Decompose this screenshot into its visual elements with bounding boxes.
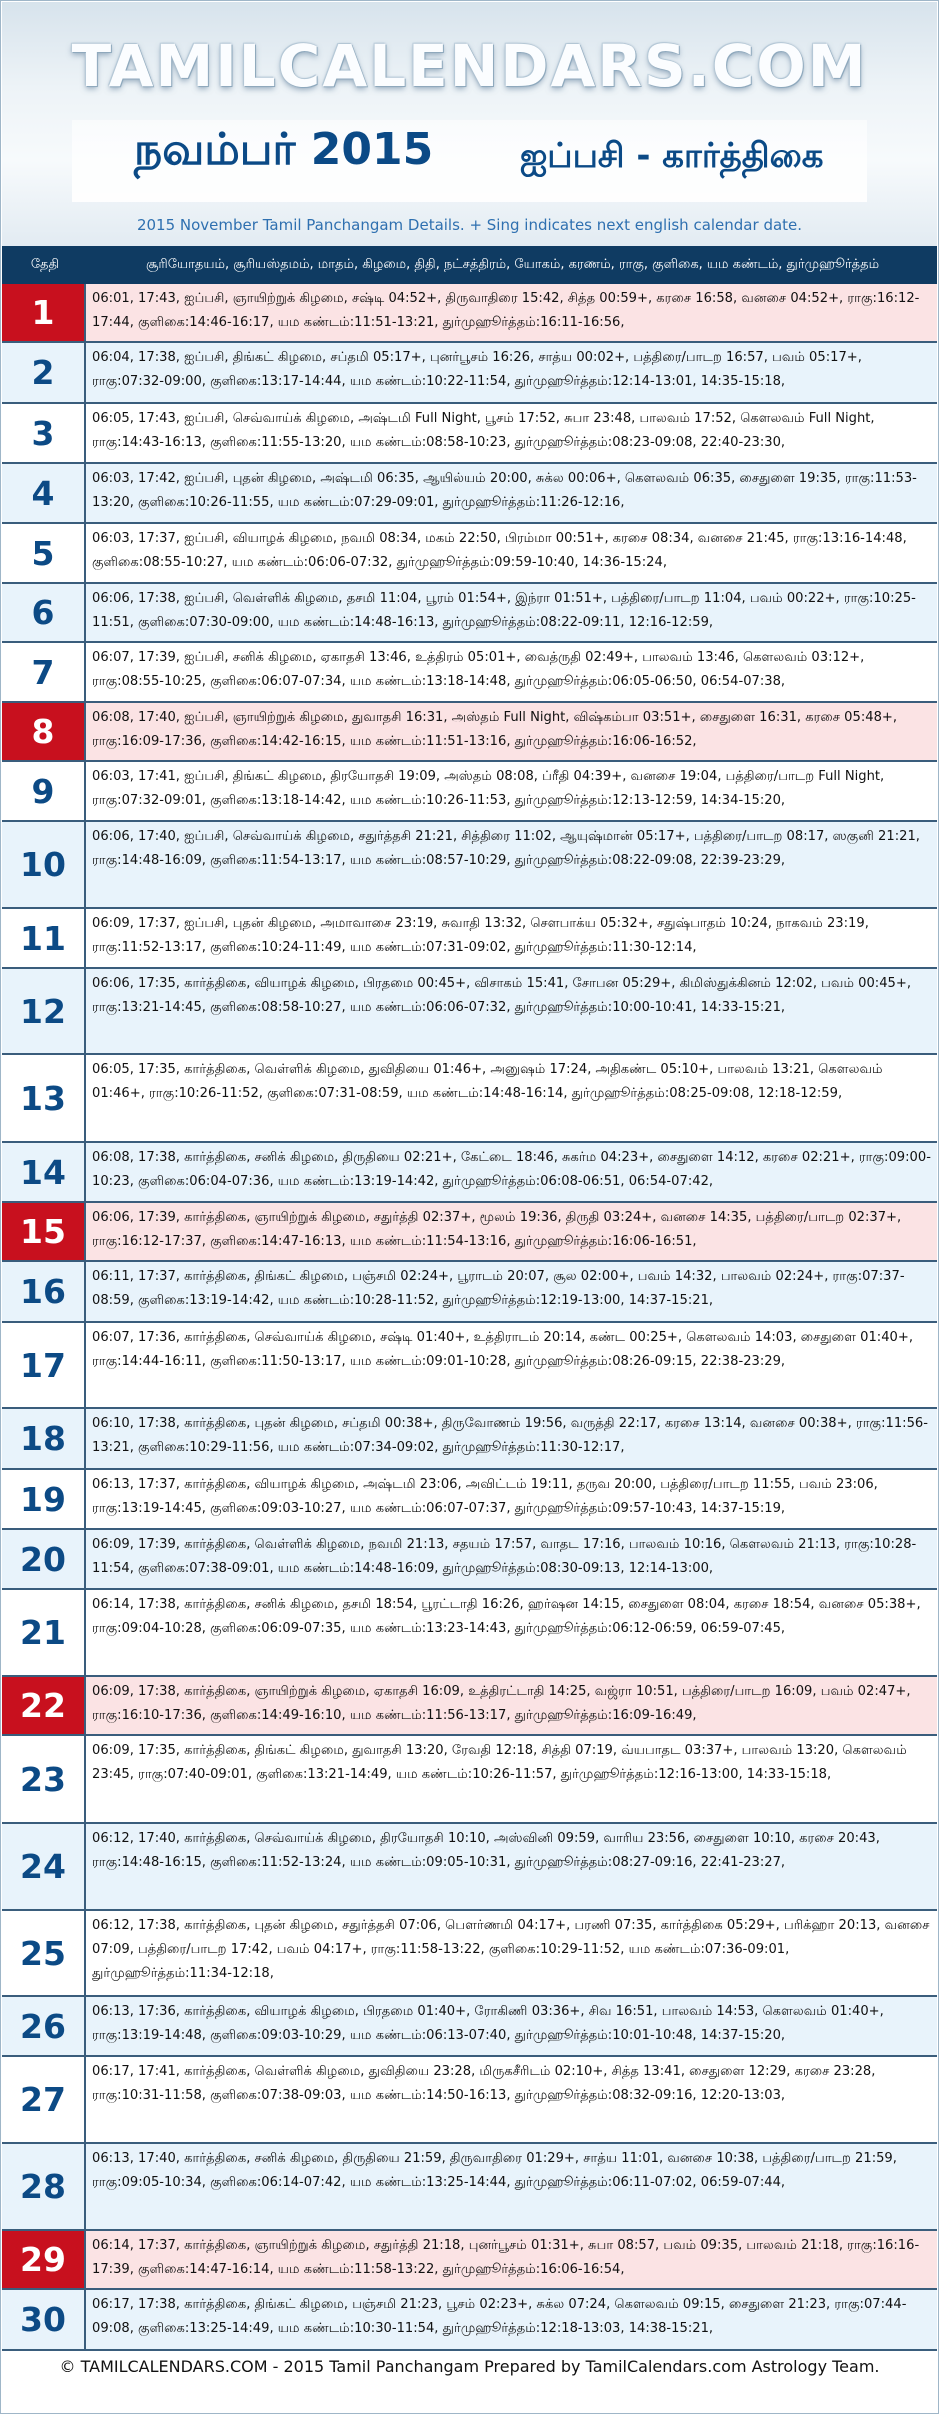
- date-cell: 12: [2, 969, 86, 1053]
- table-row: [2, 1530, 937, 1590]
- panchangam-details: 06:17, 17:38, கார்த்திகை, திங்கட் கிழமை, பஞ்சமி 21:23, பூசம் 02:23+, சுக்ல 07:24, கௌலவம் 09:15, சைதுளை 21:23, ராகு:07:44-09:08, குளிகை:13:25-14:49, யம கண்டம்:10:30-11:54, துர்முஹூர்த்தம்:12:18-13:03, 14:38-15:21,: [86, 2290, 937, 2349]
- panchangam-details: 06:06, 17:38, ஐப்பசி, வெள்ளிக் கிழமை, தசமி 11:04, பூரம் 01:54+, இந்ரா 01:51+, பத்திரை/பாடற 11:04, பவம் 00:22+, ராகு:10:25-11:51, குளிகை:07:30-09:00, யம கண்டம்:14:48-16:13, துர்முஹூர்த்தம்:08:22-09:11, 12:16-12:59,: [86, 584, 937, 641]
- table-row: [2, 969, 937, 1055]
- table-row: [2, 1911, 937, 1997]
- date-cell: 20: [2, 1530, 86, 1588]
- panchangam-details: 06:06, 17:40, ஐப்பசி, செவ்வாய்க் கிழமை, சதுர்த்தசி 21:21, சித்திரை 11:02, ஆயுஷ்மான் 05:17+, பத்திரை/பாடற 08:17, ஸகுனி 21:21, ராகு:14:48-16:09, குளிகை:11:54-13:17, யம கண்டம்:08:57-10:29, துர்முஹூர்த்தம்:08:22-09:08, 22:39-23:29,: [86, 822, 937, 907]
- date-cell: 26: [2, 1997, 86, 2055]
- date-cell: 5: [2, 524, 86, 582]
- date-cell: 2: [2, 343, 86, 402]
- table-row: [2, 284, 937, 343]
- table-row: [2, 1143, 937, 1203]
- table-row: [2, 2057, 937, 2144]
- date-cell: 28: [2, 2144, 86, 2229]
- panchangam-details: 06:04, 17:38, ஐப்பசி, திங்கட் கிழமை, சப்தமி 05:17+, புனர்பூசம் 16:26, சாத்ய 00:02+, பத்திரை/பாடற 16:57, பவம் 05:17+, ராகு:07:32-09:00, குளிகை:13:17-14:44, யம கண்டம்:10:22-11:54, துர்முஹூர்த்தம்:12:14-13:01, 14:35-15:18,: [86, 343, 937, 402]
- site-logo: TAMILCALENDARS.COM: [71, 32, 868, 100]
- panchangam-details: 06:13, 17:37, கார்த்திகை, வியாழக் கிழமை, அஷ்டமி 23:06, அவிட்டம் 19:11, தருவ 20:00, பத்திரை/பாடற 11:55, பவம் 23:06, ராகு:13:19-14:45, குளிகை:09:03-10:27, யம கண்டம்:06:07-07:37, துர்முஹூர்த்தம்:09:57-10:43, 14:37-15:19,: [86, 1470, 937, 1528]
- date-cell: 16: [2, 1262, 86, 1321]
- panchangam-details: 06:06, 17:35, கார்த்திகை, வியாழக் கிழமை, பிரதமை 00:45+, விசாகம் 15:41, சோபன 05:29+, கிமிஸ்துக்கினம் 12:02, பவம் 00:45+, ராகு:13:21-14:45, குளிகை:08:58-10:27, யம கண்டம்:06:06-07:32, துர்முஹூர்த்தம்:10:00-10:41, 14:33-15:21,: [86, 969, 937, 1053]
- table-row: [2, 1824, 937, 1911]
- table-row: [2, 1470, 937, 1530]
- table-row: [2, 909, 937, 969]
- date-cell: 9: [2, 762, 86, 820]
- panchangam-details: 06:09, 17:35, கார்த்திகை, திங்கட் கிழமை, துவாதசி 13:20, ரேவதி 12:18, சித்தி 07:19, வ்யபாதட 03:37+, பாலவம் 13:20, கௌலவம் 23:45, ராகு:07:40-09:01, குளிகை:13:21-14:49, யம கண்டம்:10:26-11:57, துர்முஹூர்த்தம்:12:16-13:00, 14:33-15:18,: [86, 1736, 937, 1822]
- table-row: [2, 343, 937, 404]
- table-row: [2, 584, 937, 643]
- table-row: [2, 1677, 937, 1736]
- page-footer: © TAMILCALENDARS.COM - 2015 Tamil Panchangam Prepared by TamilCalendars.com Astrology Team.: [59, 2357, 880, 2376]
- panchangam-details: 06:09, 17:37, ஐப்பசி, புதன் கிழமை, அமாவாசை 23:19, சுவாதி 13:32, சௌபாக்ய 05:32+, சதுஷ்பாதம் 10:24, நாகவம் 23:19, ராகு:11:52-13:17, குளிகை:10:24-11:49, யம கண்டம்:07:31-09:02, துர்முஹூர்த்தம்:11:30-12:14,: [86, 909, 937, 967]
- table-header: [2, 246, 937, 284]
- date-cell: 1: [2, 284, 86, 341]
- page-header: [2, 2, 937, 246]
- panchangam-details: 06:09, 17:39, கார்த்திகை, வெள்ளிக் கிழமை, நவமி 21:13, சதயம் 17:57, வாதட 17:16, பாலவம் 10:16, கௌலவம் 21:13, ராகு:10:28-11:54, குளிகை:07:38-09:01, யம கண்டம்:14:48-16:09, துர்முஹூர்த்தம்:08:30-09:13, 12:14-13:00,: [86, 1530, 937, 1588]
- date-cell: 23: [2, 1736, 86, 1822]
- panchangam-details: 06:14, 17:37, கார்த்திகை, ஞாயிற்றுக் கிழமை, சதுர்த்தி 21:18, புனர்பூசம் 01:31+, சுபா 08:57, பவம் 09:35, பாலவம் 21:18, ராகு:16:16-17:39, குளிகை:14:47-16:14, யம கண்டம்:11:58-13:22, துர்முஹூர்த்தம்:16:06-16:54,: [86, 2231, 937, 2288]
- panchangam-details: 06:06, 17:39, கார்த்திகை, ஞாயிற்றுக் கிழமை, சதுர்த்தி 02:37+, மூலம் 19:36, திருதி 03:24+, வனசை 14:35, பத்திரை/பாடற 02:37+, ராகு:16:12-17:37, குளிகை:14:47-16:13, யம கண்டம்:11:54-13:16, துர்முஹூர்த்தம்:16:06-16:51,: [86, 1203, 937, 1260]
- panchangam-details: 06:08, 17:38, கார்த்திகை, சனிக் கிழமை, திருதியை 02:21+, கேட்டை 18:46, சுகர்ம 04:23+, சைதுளை 14:12, கரசை 02:21+, ராகு:09:00-10:23, குளிகை:06:04-07:36, யம கண்டம்:13:19-14:42, துர்முஹூர்த்தம்:06:08-06:51, 06:54-07:42,: [86, 1143, 937, 1201]
- table-row: [2, 643, 937, 703]
- date-cell: 22: [2, 1677, 86, 1734]
- panchangam-details: 06:10, 17:38, கார்த்திகை, புதன் கிழமை, சப்தமி 00:38+, திருவோணம் 19:56, வருத்தி 22:17, கரசை 13:14, வனசை 00:38+, ராகு:11:56-13:21, குளிகை:10:29-11:56, யம கண்டம்:07:34-09:02, துர்முஹூர்த்தம்:11:30-12:17,: [86, 1409, 937, 1468]
- date-cell: 24: [2, 1824, 86, 1909]
- table-row: [2, 1262, 937, 1323]
- date-cell: 6: [2, 584, 86, 641]
- panchangam-details: 06:17, 17:41, கார்த்திகை, வெள்ளிக் கிழமை, துவிதியை 23:28, மிருகசீரிடம் 02:10+, சித்த 13:41, சைதுளை 12:29, கரசை 23:28, ராகு:10:31-11:58, குளிகை:07:38-09:03, யம கண்டம்:14:50-16:13, துர்முஹூர்த்தம்:08:32-09:16, 12:20-13:03,: [86, 2057, 937, 2142]
- panchangam-details: 06:12, 17:38, கார்த்திகை, புதன் கிழமை, சதுர்த்தசி 07:06, பௌர்ணமி 04:17+, பரணி 07:35, கார்த்திகை 05:29+, பரிக்ஹா 20:13, வனசை 07:09, பத்திரை/பாடற 17:42, பவம் 04:17+, ராகு:11:58-13:22, குளிகை:10:29-11:52, யம கண்டம்:07:36-09:01, துர்முஹூர்த்தம்:11:34-12:18,: [86, 1911, 937, 1995]
- date-cell: 13: [2, 1055, 86, 1141]
- panchangam-details: 06:12, 17:40, கார்த்திகை, செவ்வாய்க் கிழமை, திரயோதசி 10:10, அஸ்வினி 09:59, வாரிய 23:56, சைதுளை 10:10, கரசை 20:43, ராகு:14:48-16:15, குளிகை:11:52-13:24, யம கண்டம்:09:05-10:31, துர்முஹூர்த்தம்:08:27-09:16, 22:41-23:27,: [86, 1824, 937, 1909]
- table-row: [2, 2231, 937, 2290]
- table-row: [2, 762, 937, 822]
- date-cell: 18: [2, 1409, 86, 1468]
- table-row: [2, 1203, 937, 1262]
- date-cell: 17: [2, 1323, 86, 1407]
- table-row: [2, 2290, 937, 2351]
- table-row: [2, 2144, 937, 2231]
- month-title: நவம்பர் 2015: [134, 124, 434, 175]
- date-cell: 15: [2, 1203, 86, 1260]
- tamil-months-title: ஐப்பசி - கார்த்திகை: [520, 136, 824, 176]
- panchangam-details: 06:01, 17:43, ஐப்பசி, ஞாயிற்றுக் கிழமை, சஷ்டி 04:52+, திருவாதிரை 15:42, சித்த 00:59+, கரசை 16:58, வனசை 04:52+, ராகு:16:12-17:44, குளிகை:14:46-16:17, யம கண்டம்:11:51-13:21, துர்முஹூர்த்தம்:16:11-16:56,: [86, 284, 937, 341]
- panchangam-details: 06:03, 17:42, ஐப்பசி, புதன் கிழமை, அஷ்டமி 06:35, ஆயில்யம் 20:00, சுக்ல 00:06+, கௌலவம் 06:35, சைதுளை 19:35, ராகு:11:53-13:20, குளிகை:10:26-11:55, யம கண்டம்:07:29-09:01, துர்முஹூர்த்தம்:11:26-12:16,: [86, 464, 937, 522]
- table-row: [2, 703, 937, 762]
- panchangam-details: 06:08, 17:40, ஐப்பசி, ஞாயிற்றுக் கிழமை, துவாதசி 16:31, அஸ்தம் Full Night, விஷ்கம்பா 03:51+, சைதுளை 16:31, கரசை 05:48+, ராகு:16:09-17:36, குளிகை:14:42-16:15, யம கண்டம்:11:51-13:16, துர்முஹூர்த்தம்:16:06-16:52,: [86, 703, 937, 760]
- panchangam-details: 06:03, 17:37, ஐப்பசி, வியாழக் கிழமை, நவமி 08:34, மகம் 22:50, பிரம்மா 00:51+, கரசை 08:34, வனசை 21:45, ராகு:13:16-14:48, குளிகை:08:55-10:27, யம கண்டம்:06:06-07:32, துர்முஹூர்த்தம்:09:59-10:40, 14:36-15:24,: [86, 524, 937, 582]
- panchangam-details: 06:05, 17:43, ஐப்பசி, செவ்வாய்க் கிழமை, அஷ்டமி Full Night, பூசம் 17:52, சுபா 23:48, பாலவம் 17:52, கௌலவம் Full Night, ராகு:14:43-16:13, குளிகை:11:55-13:20, யம கண்டம்:08:58-10:23, துர்முஹூர்த்தம்:08:23-09:08, 22:40-23:30,: [86, 404, 937, 462]
- date-cell: 30: [2, 2290, 86, 2349]
- date-cell: 10: [2, 822, 86, 907]
- panchangam-details: 06:03, 17:41, ஐப்பசி, திங்கட் கிழமை, திரயோதசி 19:09, அஸ்தம் 08:08, ப்ரீதி 04:39+, வனசை 19:04, பத்திரை/பாடற Full Night, ராகு:07:32-09:01, குளிகை:13:18-14:42, யம கண்டம்:10:26-11:53, துர்முஹூர்த்தம்:12:13-12:59, 14:34-15:20,: [86, 762, 937, 820]
- panchangam-details: 06:14, 17:38, கார்த்திகை, சனிக் கிழமை, தசமி 18:54, பூரட்டாதி 16:26, ஹர்ஷன 14:15, சைதுளை 08:04, கரசை 18:54, வனசை 05:38+, ராகு:09:04-10:28, குளிகை:06:09-07:35, யம கண்டம்:13:23-14:43, துர்முஹூர்த்தம்:06:12-06:59, 06:59-07:45,: [86, 1590, 937, 1675]
- panchangam-details: 06:09, 17:38, கார்த்திகை, ஞாயிற்றுக் கிழமை, ஏகாதசி 16:09, உத்திரட்டாதி 14:25, வஜ்ரா 10:51, பத்திரை/பாடற 16:09, பவம் 02:47+, ராகு:16:10-17:36, குளிகை:14:49-16:10, யம கண்டம்:11:56-13:17, துர்முஹூர்த்தம்:16:09-16:49,: [86, 1677, 937, 1734]
- table-row: [2, 464, 937, 524]
- table-row: [2, 1409, 937, 1470]
- date-cell: 19: [2, 1470, 86, 1528]
- table-row: [2, 1997, 937, 2057]
- page-subtitle: 2015 November Tamil Panchangam Details. + Sing indicates next english calendar date.: [136, 216, 803, 234]
- table-row: [2, 1323, 937, 1409]
- date-column-header: தேதி: [30, 257, 60, 272]
- panchangam-details: 06:13, 17:36, கார்த்திகை, வியாழக் கிழமை, பிரதமை 01:40+, ரோகிணி 03:36+, சிவ 16:51, பாலவம் 14:53, கௌலவம் 01:40+, ராகு:13:19-14:48, குளிகை:09:03-10:29, யம கண்டம்:06:13-07:40, துர்முஹூர்த்தம்:10:01-10:48, 14:37-15:20,: [86, 1997, 937, 2055]
- panchangam-table: [2, 284, 937, 2351]
- table-row: [2, 1055, 937, 1143]
- date-cell: 21: [2, 1590, 86, 1675]
- panchangam-details: 06:11, 17:37, கார்த்திகை, திங்கட் கிழமை, பஞ்சமி 02:24+, பூராடம் 20:07, சூல 02:00+, பவம் 14:32, பாலவம் 02:24+, ராகு:07:37-08:59, குளிகை:13:19-14:42, யம கண்டம்:10:28-11:52, துர்முஹூர்த்தம்:12:19-13:00, 14:37-15:21,: [86, 1262, 937, 1321]
- panchangam-details: 06:07, 17:39, ஐப்பசி, சனிக் கிழமை, ஏகாதசி 13:46, உத்திரம் 05:01+, வைத்ருதி 02:49+, பாலவம் 13:46, கௌலவம் 03:12+, ராகு:08:55-10:25, குளிகை:06:07-07:34, யம கண்டம்:13:18-14:48, துர்முஹூர்த்தம்:06:05-06:50, 06:54-07:38,: [86, 643, 937, 701]
- date-cell: 11: [2, 909, 86, 967]
- table-row: [2, 404, 937, 464]
- date-cell: 7: [2, 643, 86, 701]
- date-cell: 25: [2, 1911, 86, 1995]
- date-cell: 8: [2, 703, 86, 760]
- table-row: [2, 822, 937, 909]
- panchangam-details: 06:13, 17:40, கார்த்திகை, சனிக் கிழமை, திருதியை 21:59, திருவாதிரை 01:29+, சாத்ய 11:01, வனசை 10:38, பத்திரை/பாடற 21:59, ராகு:09:05-10:34, குளிகை:06:14-07:42, யம கண்டம்:13:25-14:44, துர்முஹூர்த்தம்:06:11-07:02, 06:59-07:44,: [86, 2144, 937, 2229]
- date-cell: 14: [2, 1143, 86, 1201]
- table-row: [2, 1736, 937, 1824]
- date-cell: 4: [2, 464, 86, 522]
- details-column-header: சூரியோதயம், சூரியஸ்தமம், மாதம், கிழமை, திதி, நட்சத்திரம், யோகம், கரணம், ராகு, குளிகை, யம கண்டம், துர்முஹூர்த்தம்: [145, 257, 880, 272]
- panchangam-details: 06:07, 17:36, கார்த்திகை, செவ்வாய்க் கிழமை, சஷ்டி 01:40+, உத்திராடம் 20:14, கண்ட 00:25+, கௌலவம் 14:03, சைதுளை 01:40+, ராகு:14:44-16:11, குளிகை:11:50-13:17, யம கண்டம்:09:01-10:28, துர்முஹூர்த்தம்:08:26-09:15, 22:38-23:29,: [86, 1323, 937, 1407]
- panchangam-details: 06:05, 17:35, கார்த்திகை, வெள்ளிக் கிழமை, துவிதியை 01:46+, அனுஷம் 17:24, அதிகண்ட 05:10+, பாலவம் 13:21, கௌலவம் 01:46+, ராகு:10:26-11:52, குளிகை:07:31-08:59, யம கண்டம்:14:48-16:14, துர்முஹூர்த்தம்:08:25-09:08, 12:18-12:59,: [86, 1055, 937, 1141]
- table-row: [2, 1590, 937, 1677]
- date-cell: 27: [2, 2057, 86, 2142]
- date-cell: 3: [2, 404, 86, 462]
- table-row: [2, 524, 937, 584]
- date-cell: 29: [2, 2231, 86, 2288]
